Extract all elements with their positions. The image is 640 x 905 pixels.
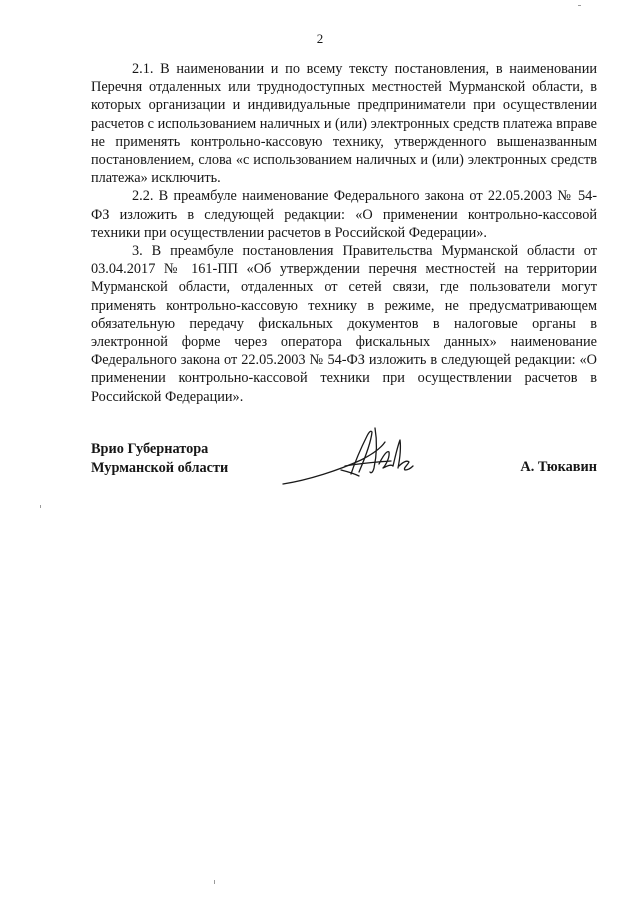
paragraph-3: 3. В преамбуле постановления Правительства Мурманской области от 03.04.2017 № 161-ПП «Об утверждении перечня местностей на территории Мурманской области, отдаленных от сетей связи, где пользователи могут применять контрольно-кассовую технику в режиме, не предусматривающем обязательную передачу фискальных документов в налоговые органы в электронной форме через оператора фискальных данных» наименование Федерального закона от 22.05.2003 № 54-ФЗ изложить в следующей редакции: «О применении контрольно-кассовой техники при осуществлении расчетов в Российской Федерации».: [91, 243, 597, 405]
signer-title-line2: Мурманской области: [91, 459, 229, 476]
signer-title-line1: Врио Губернатора: [91, 441, 209, 457]
document-body: [91, 60, 597, 406]
signer-title: [91, 440, 228, 477]
scan-artifact: [40, 505, 41, 508]
page-number: 2: [316, 31, 324, 46]
handwritten-signature: [279, 422, 429, 502]
signature-block: [91, 440, 597, 490]
scan-artifact: [578, 5, 581, 6]
signer-name: А. Тюкавин: [520, 459, 597, 475]
paragraph-2-1: 2.1. В наименовании и по всему тексту постановления, в наименовании Перечня отдаленных или труднодоступных местностей Мурманской области, в которых организации и индивидуальные предприниматели при осуществлении расчетов с использованием наличных и (или) электронных средств платежа вправе не применять контрольно-кассовую технику, утвержденного вышеназванным постановлением, слова «с использованием наличных и (или) электронных средств платежа» исключить.: [91, 61, 597, 187]
paragraph-2-2: 2.2. В преамбуле наименование Федерального закона от 22.05.2003 № 54-ФЗ изложить в следующей редакции: «О применении контрольно-кассовой техники при осуществлении расчетов в Российской Федерации».: [91, 188, 597, 241]
scan-artifact: [214, 880, 215, 884]
